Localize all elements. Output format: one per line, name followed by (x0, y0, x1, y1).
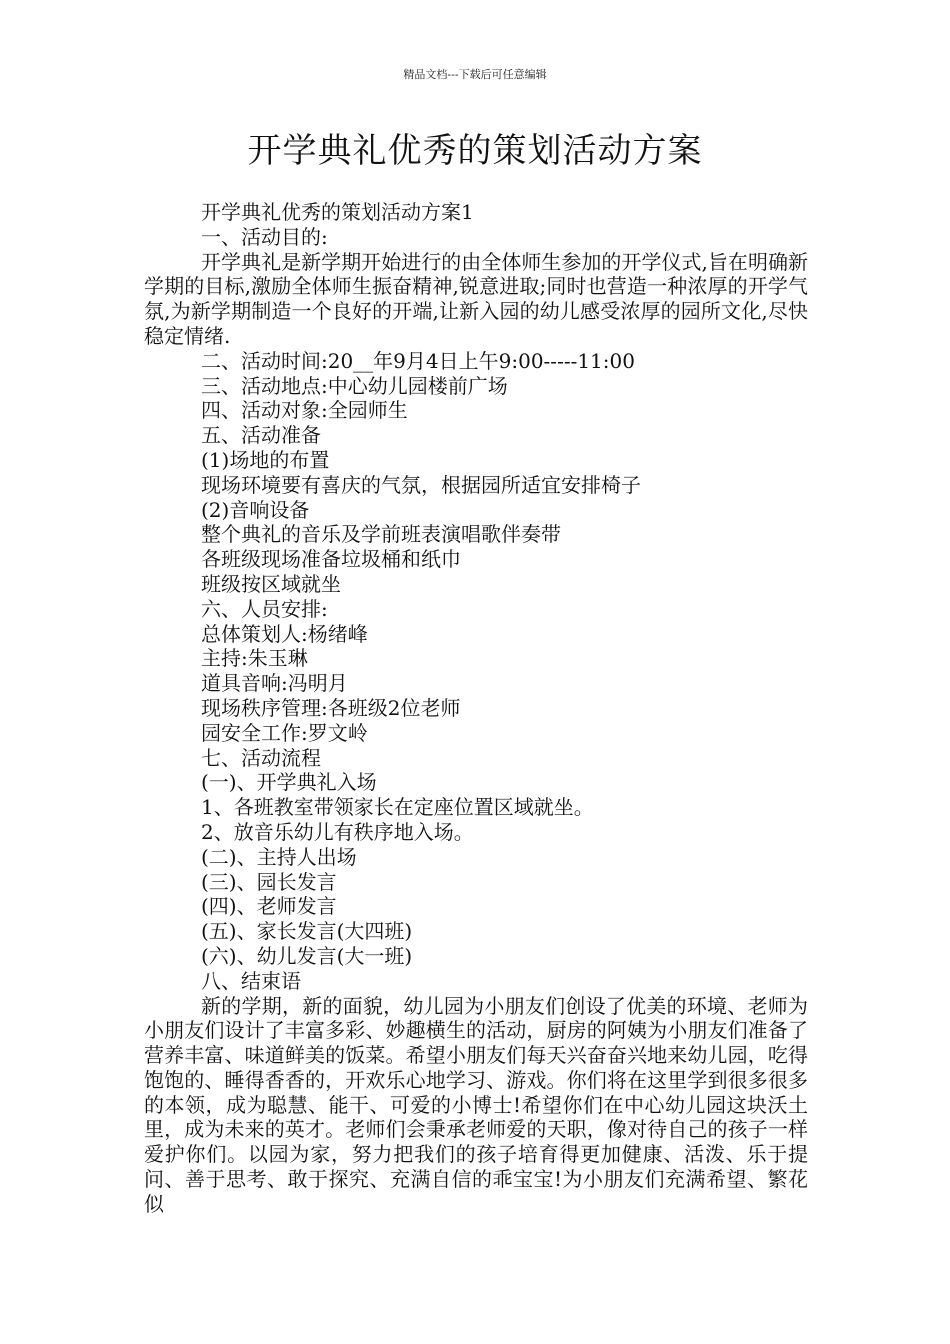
list-item: 主持:朱玉琳 (201, 646, 308, 671)
section-heading: 二、活动时间:20__年9月4日上午9:00-----11:00 (201, 348, 635, 373)
section-heading: 一、活动目的: (201, 224, 328, 249)
list-item: (五)、家长发言(大四班) (201, 919, 413, 944)
list-item: 道具音响:冯明月 (201, 671, 348, 696)
list-item: (一)、开学典礼入场 (201, 770, 377, 795)
list-item: 2、放音乐幼儿有秩序地入场。 (201, 819, 474, 844)
paragraph-heading-1: 开学典礼优秀的策划活动方案1 (201, 200, 474, 224)
list-item: (三)、园长发言 (201, 869, 337, 894)
list-item: (二)、主持人出场 (201, 844, 357, 869)
list-item: 园安全工作:罗文岭 (201, 720, 368, 745)
list-item: (2)音响设备 (201, 497, 310, 522)
list-item: 班级按区域就坐 (201, 571, 341, 596)
list-item: 整个典礼的音乐及学前班表演唱歌伴奏带 (201, 522, 561, 547)
list-item: 各班级现场准备垃圾桶和纸巾 (201, 547, 461, 572)
list-item: 现场环境要有喜庆的气氛，根据园所适宜安排椅子 (201, 472, 641, 497)
list-item: (1)场地的布置 (201, 447, 330, 472)
section-heading: 三、活动地点:中心幼儿园楼前广场 (201, 373, 508, 398)
header-note: 精品文档---下载后可任意编辑 (403, 68, 547, 81)
body-paragraph: 新的学期，新的面貌，幼儿园为小朋友们创设了优美的环境、老师为小朋友们设计了丰富多彩、妙趣横生的活动，厨房的阿姨为小朋友们准备了营养丰富、味道鲜美的饭菜。希望小朋友们每天兴奋奋兴地来幼儿园，吃得饱饱的、睡得香香的，开欢乐心地学习、游戏。你们将在这里学到很多很多的本领，成为聪慧、能干、可爱的小博士!希望你们在中心幼儿园这块沃土里，成为未来的英才。老师们会秉承老师爱的天职，像对待自己的孩子一样爱护你们。以园为家，努力把我们的孩子培育得更加健康、活泼、乐于提问、善于思考、敢于探究、充满自信的乖宝宝!为小朋友们充满希望、繁花似 (144, 993, 808, 1216)
section-heading: 四、活动对象:全园师生 (201, 398, 408, 423)
list-item: (四)、老师发言 (201, 894, 337, 919)
list-item: 现场秩序管理:各班级2位老师 (201, 695, 461, 720)
body-paragraph: 开学典礼是新学期开始进行的由全体师生参加的开学仪式,旨在明确新学期的目标,激励全体师生振奋精神,锐意进取;同时也营造一种浓厚的开学气氛,为新学期制造一个良好的开端,让新入园的幼儿感受浓厚的园所文化,尽快稳定情绪. (144, 249, 808, 348)
list-item: 总体策划人:杨绪峰 (201, 621, 368, 646)
section-heading: 六、人员安排: (201, 596, 328, 621)
section-heading: 七、活动流程 (201, 745, 321, 770)
list-item: 1、各班教室带领家长在定座位置区域就坐。 (201, 795, 594, 820)
section-heading: 五、活动准备 (201, 423, 321, 448)
document-title: 开学典礼优秀的策划活动方案 (247, 131, 703, 171)
list-item: (六)、幼儿发言(大一班) (201, 943, 413, 968)
section-heading: 八、结束语 (201, 968, 301, 993)
document-body (144, 200, 808, 1217)
